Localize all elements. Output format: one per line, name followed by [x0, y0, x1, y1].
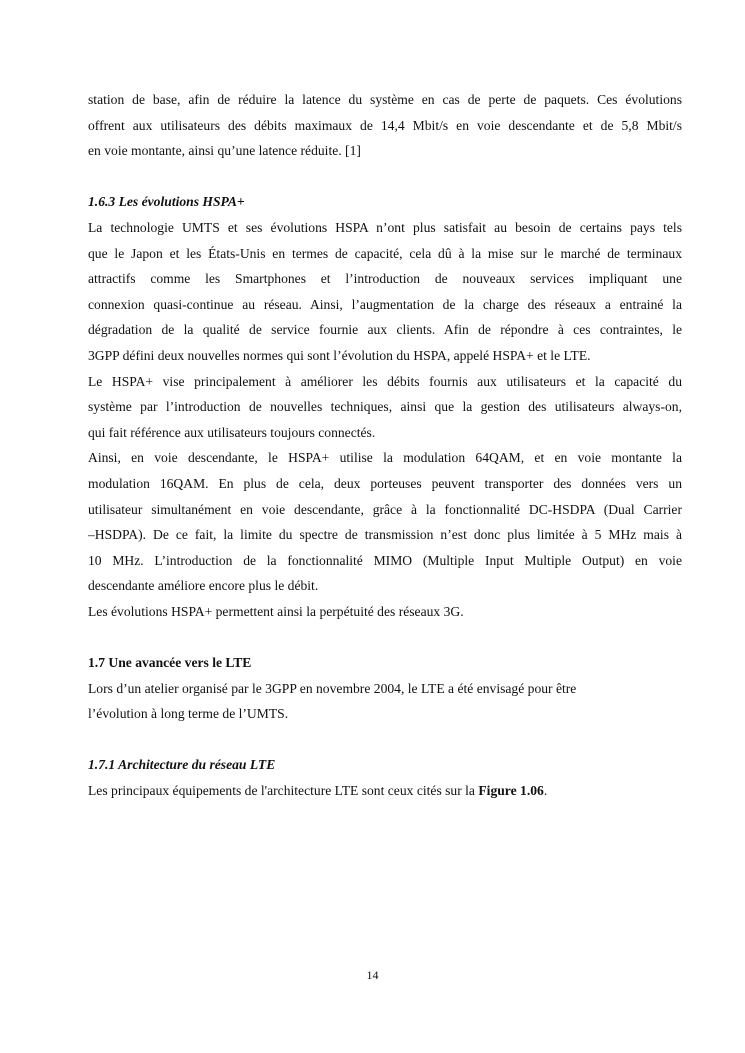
text-line: attractifs comme les Smartphones et l’introduction de nouveaux services impliquant une	[88, 271, 682, 287]
text-line: –HSDPA). De ce fait, la limite du spectre de transmission n’est donc plus limitée à 5 MHz mais à	[88, 527, 682, 543]
spacer	[88, 727, 682, 753]
text-line: modulation 16QAM. En plus de cela, deux porteuses peuvent transporter des données vers un	[88, 475, 682, 491]
text-line: descendante améliore encore plus le débit.	[88, 578, 319, 594]
text-line: système par l’introduction de nouvelles techniques, ainsi que la gestion des utilisateurs always-on,	[88, 399, 682, 415]
text-run: Les principaux équipements de l'architecture LTE sont ceux cités sur la	[88, 783, 479, 799]
paragraph-lte-intro	[88, 676, 682, 727]
text-line: l’évolution à long terme de l’UMTS.	[88, 706, 289, 722]
text-line: utilisateur simultanément en voie descendante, grâce à la fonctionnalité DC-HSDPA (Dual Carrier	[88, 501, 682, 517]
text-line: La technologie UMTS et ses évolutions HSPA n’ont plus satisfait au besoin de certains pays tels	[88, 219, 682, 235]
text-line: qui fait référence aux utilisateurs toujours connectés.	[88, 424, 376, 440]
paragraph-hspa-plus-2	[88, 369, 682, 446]
text-line: en voie montante, ainsi qu’une latence réduite. [1]	[88, 143, 361, 159]
text-line: Le HSPA+ vise principalement à améliorer les débits fournis aux utilisateurs et la capacité du	[88, 373, 682, 389]
document-page	[88, 87, 682, 804]
section-heading-1-7: 1.7 Une avancée vers le LTE	[88, 655, 252, 671]
spacer	[88, 624, 682, 650]
paragraph-hspa-plus-3	[88, 445, 682, 599]
text-line: 3GPP défini deux nouvelles normes qui sont l’évolution du HSPA, appelé HSPA+ et le LTE.	[88, 347, 591, 363]
paragraph-hspa-plus-1	[88, 215, 682, 369]
text-line: dégradation de la qualité de service fournie aux clients. Afin de répondre à ces contraintes, le	[88, 322, 682, 338]
text-line: Lors d’un atelier organisé par le 3GPP en novembre 2004, le LTE a été envisagé pour être	[88, 680, 577, 696]
text-line: offrent aux utilisateurs des débits maximaux de 14,4 Mbit/s en voie descendante et de 5,8 Mbit/s	[88, 117, 682, 133]
text-line: connexion quasi-continue au réseau. Ainsi, l’augmentation de la charge des réseaux a entrainé la	[88, 296, 682, 312]
text-run: .	[543, 783, 548, 799]
paragraph-intro	[88, 87, 682, 164]
spacer	[88, 164, 682, 190]
text-line: 10 MHz. L’introduction de la fonctionnalité MIMO (Multiple Input Multiple Output) en voie	[88, 552, 682, 568]
paragraph-hspa-plus-4: Les évolutions HSPA+ permettent ainsi la perpétuité des réseaux 3G.	[88, 603, 464, 619]
text-line: station de base, afin de réduire la latence du système en cas de perte de paquets. Ces évolutions	[88, 92, 682, 107]
paragraph-lte-architecture	[88, 778, 682, 804]
text-line: que le Japon et les États-Unis en termes de capacité, cela dû à la mise sur le marché de terminaux	[88, 245, 682, 261]
figure-reference: Figure 1.06	[478, 783, 544, 799]
section-heading-1-7-1: 1.7.1 Architecture du réseau LTE	[88, 757, 276, 773]
text-line: Ainsi, en voie descendante, le HSPA+ utilise la modulation 64QAM, et en voie montante la	[88, 450, 682, 466]
section-heading-1-6-3: 1.6.3 Les évolutions HSPA+	[88, 194, 245, 210]
page-number: 14	[366, 968, 379, 982]
